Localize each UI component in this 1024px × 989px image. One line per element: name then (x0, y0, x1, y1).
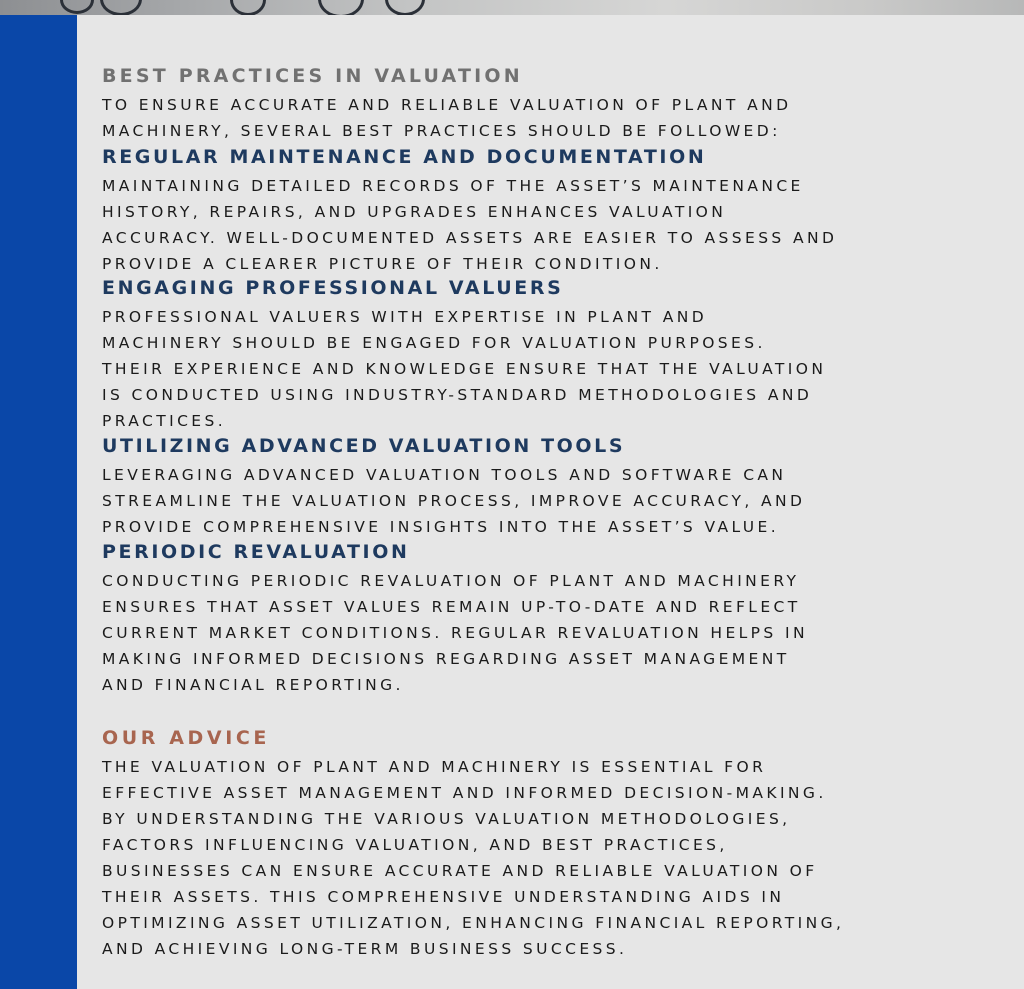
paragraph-line: MACHINERY SHOULD BE ENGAGED FOR VALUATION PURPOSES. (102, 334, 766, 352)
sidebar-accent-bar (0, 15, 77, 989)
machinery-wheel-shape (318, 0, 364, 15)
paragraph-line: MAINTAINING DETAILED RECORDS OF THE ASSET’S MAINTENANCE (102, 177, 804, 195)
machinery-wheel-shape (60, 0, 94, 14)
paragraph-line: STREAMLINE THE VALUATION PROCESS, IMPROVE ACCURACY, AND (102, 492, 806, 510)
paragraph-line: HISTORY, REPAIRS, AND UPGRADES ENHANCES VALUATION (102, 203, 727, 221)
section-paragraph-revaluation (102, 568, 1002, 698)
paragraph-line: FACTORS INFLUENCING VALUATION, AND BEST PRACTICES, (102, 836, 728, 854)
section-paragraph-maintenance (102, 173, 1002, 277)
paragraph-line: MAKING INFORMED DECISIONS REGARDING ASSET MANAGEMENT (102, 650, 790, 668)
paragraph-line: TO ENSURE ACCURATE AND RELIABLE VALUATION OF PLANT AND (102, 96, 792, 114)
section-heading-revaluation: PERIODIC REVALUATION (102, 541, 410, 563)
paragraph-line: PROFESSIONAL VALUERS WITH EXPERTISE IN PLANT AND (102, 308, 708, 326)
advice-paragraph (102, 754, 1002, 962)
paragraph-line: LEVERAGING ADVANCED VALUATION TOOLS AND SOFTWARE CAN (102, 466, 787, 484)
section-paragraph-valuers (102, 304, 1002, 434)
paragraph-line: ACCURACY. WELL-DOCUMENTED ASSETS ARE EASIER TO ASSESS AND (102, 229, 838, 247)
paragraph-line: OPTIMIZING ASSET UTILIZATION, ENHANCING FINANCIAL REPORTING, (102, 914, 845, 932)
paragraph-line: PROVIDE A CLEARER PICTURE OF THEIR CONDITION. (102, 255, 663, 273)
paragraph-line: THEIR EXPERIENCE AND KNOWLEDGE ENSURE THAT THE VALUATION (102, 360, 827, 378)
paragraph-line: EFFECTIVE ASSET MANAGEMENT AND INFORMED DECISION-MAKING. (102, 784, 827, 802)
paragraph-line: THE VALUATION OF PLANT AND MACHINERY IS ESSENTIAL FOR (102, 758, 767, 776)
machinery-wheel-shape (385, 0, 425, 15)
page-title: BEST PRACTICES IN VALUATION (102, 65, 523, 87)
paragraph-line: IS CONDUCTED USING INDUSTRY-STANDARD METHODOLOGIES AND (102, 386, 813, 404)
machinery-wheel-shape (230, 0, 266, 15)
paragraph-line: ENSURES THAT ASSET VALUES REMAIN UP-TO-DATE AND REFLECT (102, 598, 801, 616)
paragraph-line: MACHINERY, SEVERAL BEST PRACTICES SHOULD BE FOLLOWED: (102, 122, 781, 140)
section-paragraph-tools (102, 462, 1002, 540)
paragraph-line: AND ACHIEVING LONG-TERM BUSINESS SUCCESS. (102, 940, 628, 958)
section-heading-tools: UTILIZING ADVANCED VALUATION TOOLS (102, 435, 626, 457)
header-photo-strip (0, 0, 1024, 15)
paragraph-line: PRACTICES. (102, 412, 227, 430)
section-heading-valuers: ENGAGING PROFESSIONAL VALUERS (102, 277, 564, 299)
section-heading-maintenance: REGULAR MAINTENANCE AND DOCUMENTATION (102, 146, 707, 168)
paragraph-line: BY UNDERSTANDING THE VARIOUS VALUATION METHODOLOGIES, (102, 810, 791, 828)
paragraph-line: THEIR ASSETS. THIS COMPREHENSIVE UNDERSTANDING AIDS IN (102, 888, 785, 906)
paragraph-line: AND FINANCIAL REPORTING. (102, 676, 404, 694)
paragraph-line: BUSINESSES CAN ENSURE ACCURATE AND RELIABLE VALUATION OF (102, 862, 818, 880)
paragraph-line: PROVIDE COMPREHENSIVE INSIGHTS INTO THE ASSET’S VALUE. (102, 518, 780, 536)
paragraph-line: CURRENT MARKET CONDITIONS. REGULAR REVALUATION HELPS IN (102, 624, 808, 642)
intro-paragraph (102, 92, 1002, 144)
advice-heading: OUR ADVICE (102, 727, 270, 749)
machinery-wheel-shape (100, 0, 142, 15)
paragraph-line: CONDUCTING PERIODIC REVALUATION OF PLANT AND MACHINERY (102, 572, 800, 590)
